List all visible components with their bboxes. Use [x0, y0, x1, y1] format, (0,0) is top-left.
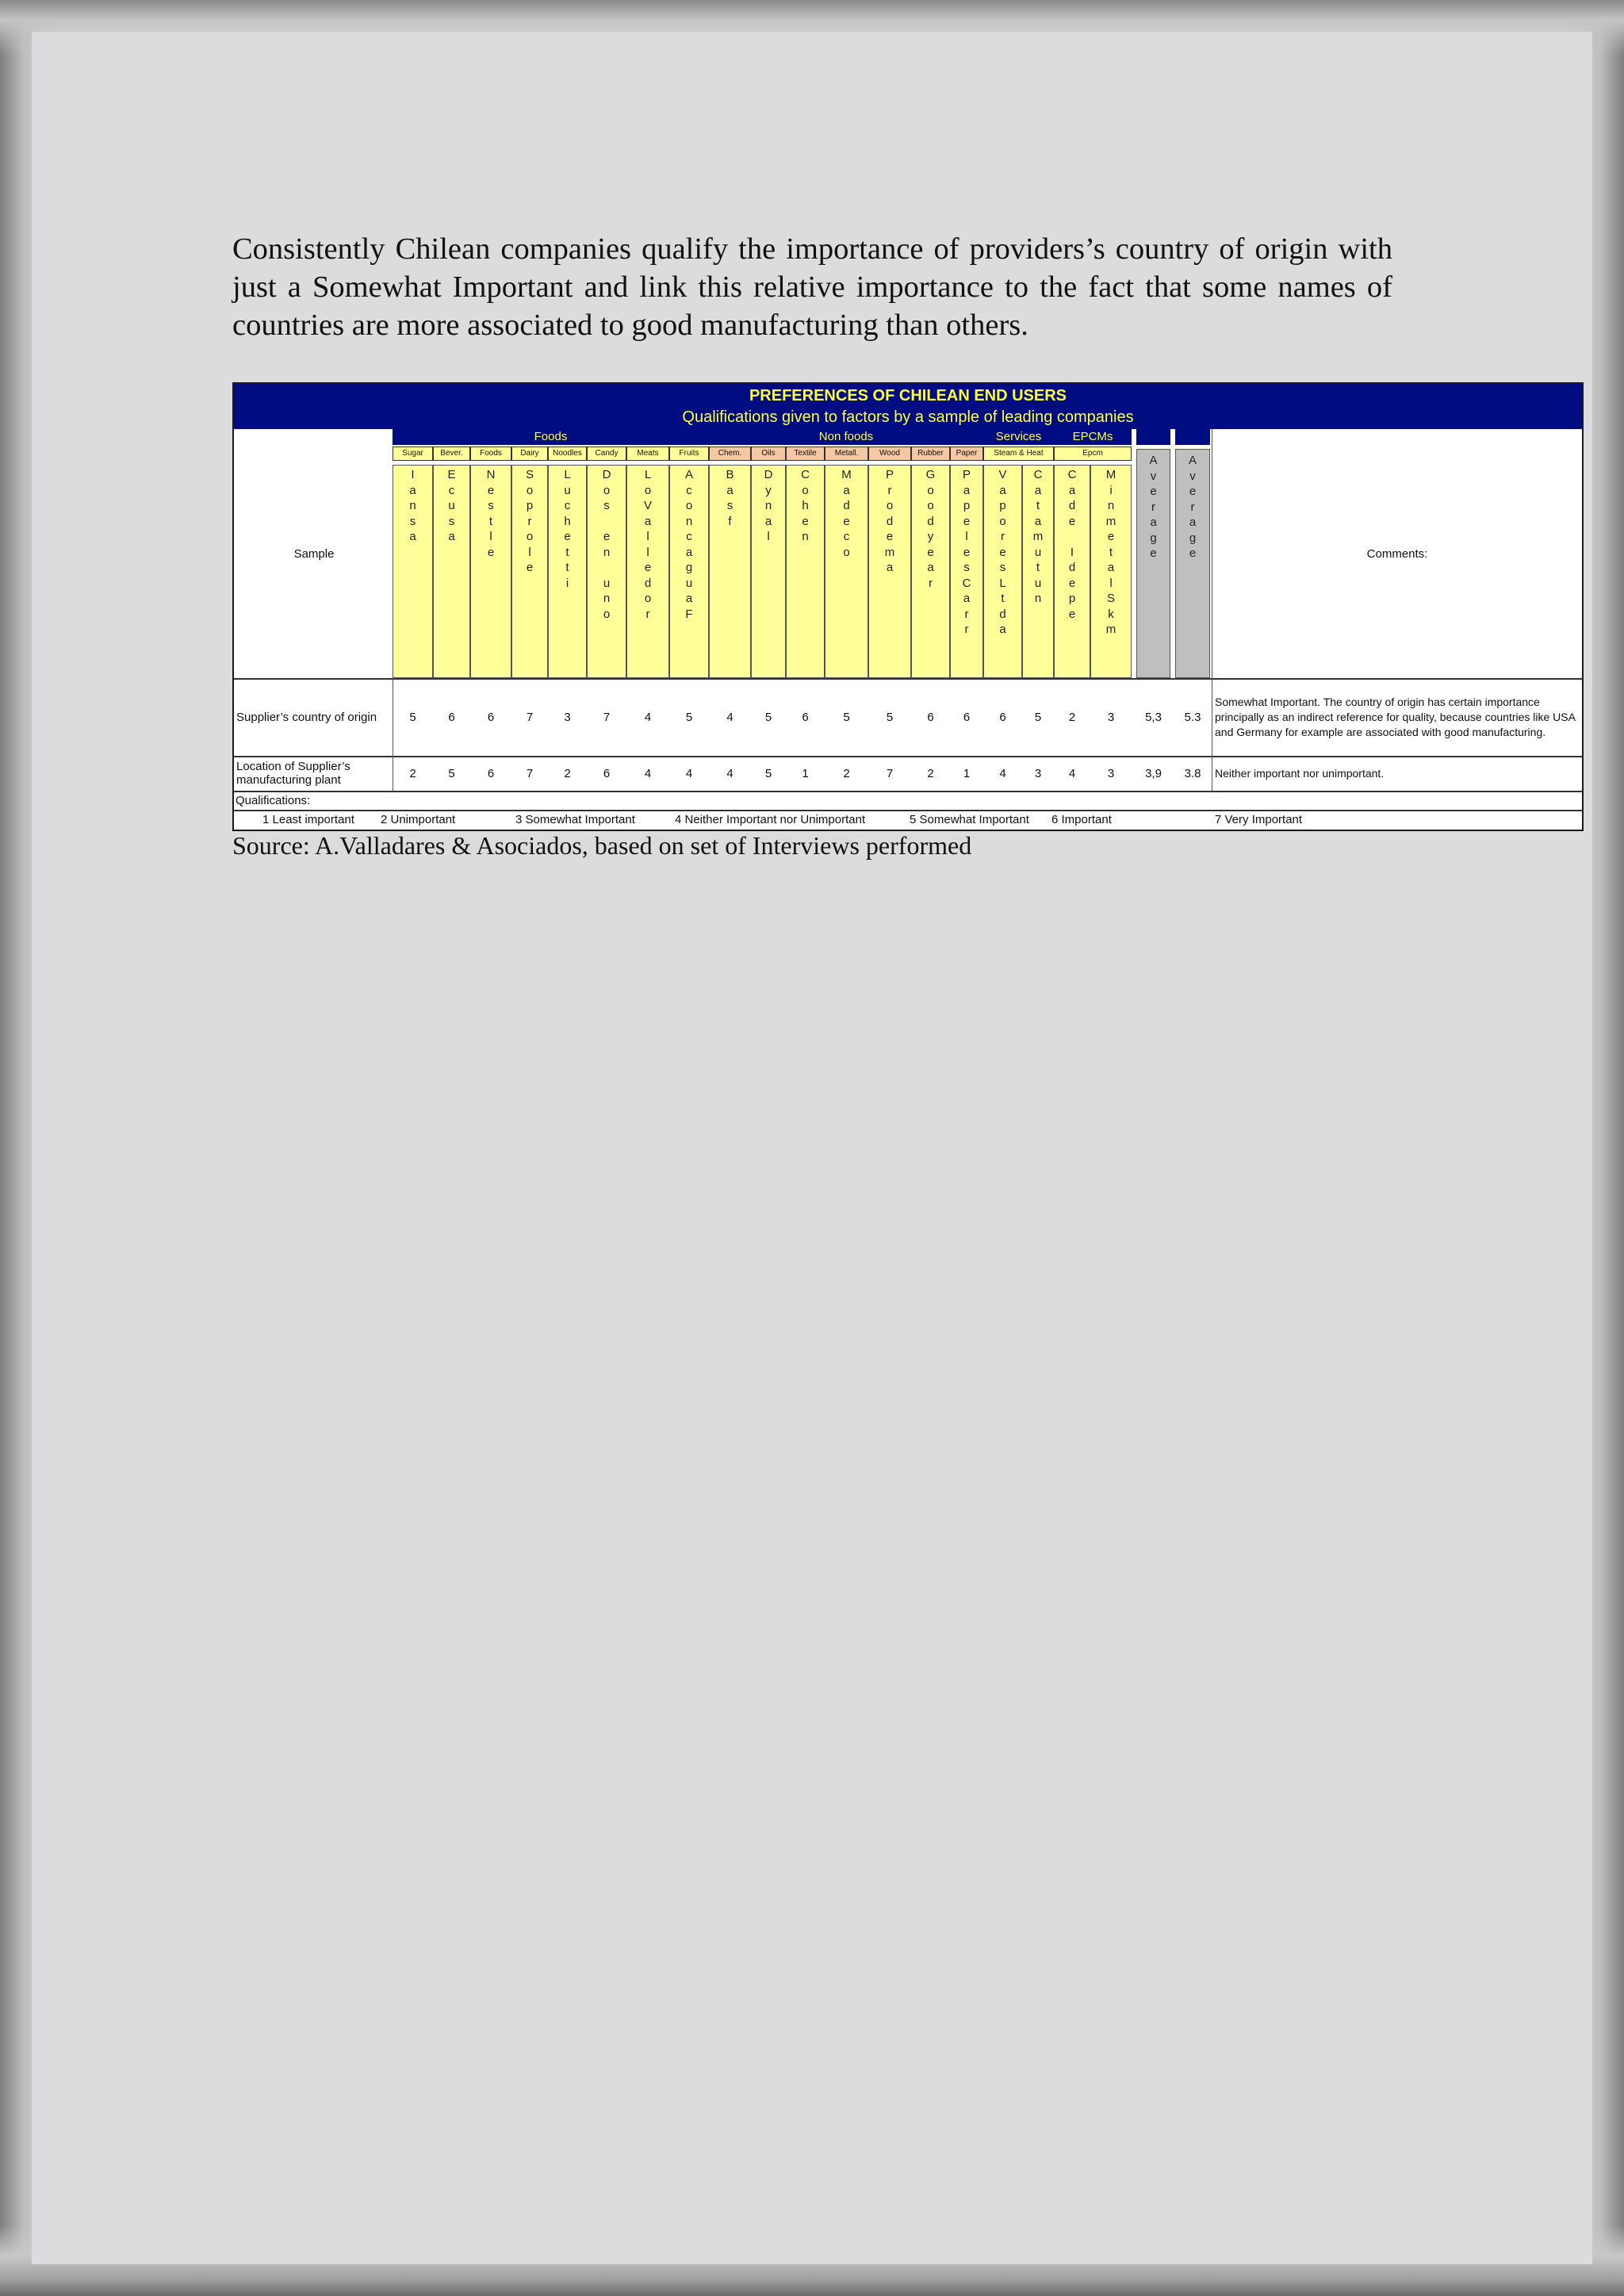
table-cell: 7 [526, 766, 534, 780]
table-cell: 4 [999, 766, 1006, 780]
company-name: A c o n c a g u a F [669, 465, 709, 678]
row-comment: Neither important nor unimportant. [1215, 766, 1385, 780]
table-cell: 2 [409, 766, 416, 780]
table-cell: 3 [1034, 766, 1042, 780]
table-cell: 4 [726, 766, 733, 780]
row-separator [234, 810, 1582, 811]
company-name: S o p r o l e [511, 465, 548, 678]
group-header-epcms: EPCMs [1054, 429, 1132, 445]
table-cell: 4 [726, 710, 733, 724]
table-cell: 2 [927, 766, 934, 780]
company-name: G o o d y e a r [911, 465, 950, 678]
industry-label: Sugar [393, 447, 433, 461]
qualification-item: 4 Neither Important nor Unimportant [675, 813, 866, 826]
industry-label: Fruits [669, 447, 709, 461]
intro-paragraph: Consistently Chilean companies qualify the importance of providers’s country of origin with just a Somewhat Important and link this relative importance to the fact that some names of countries are more associated to good manufacturing than others. [232, 232, 1392, 342]
row-average-1: 3,9 [1145, 766, 1162, 780]
table-cell: 4 [644, 710, 652, 724]
table-cell: 5 [886, 710, 894, 724]
industry-label: Steam & Heat [983, 447, 1054, 461]
table-cell: 2 [843, 766, 850, 780]
company-name: D y n a l [751, 465, 786, 678]
table-cell: 4 [685, 766, 693, 780]
qualification-item: 6 Important [1051, 813, 1112, 826]
row-average-2: 3.8 [1184, 766, 1201, 780]
company-name: D o s e n u n o [587, 465, 626, 678]
table-cell: 5 [1034, 710, 1042, 724]
company-name: M a d e c o [825, 465, 868, 678]
table-cell: 5 [409, 710, 416, 724]
table-cell: 5 [764, 710, 772, 724]
industry-label: Metall. [825, 447, 868, 461]
average-column-2: A v e r a g e [1175, 449, 1210, 678]
row-separator [234, 791, 1582, 792]
sample-label: Sample [293, 546, 335, 561]
company-name: I a n s a [393, 465, 433, 678]
industry-label: Textile [786, 447, 825, 461]
qualifications-label: Qualifications: [236, 793, 311, 807]
company-name: L u c h e t t i [548, 465, 587, 678]
table-cell: 4 [1068, 766, 1076, 780]
table-cell: 6 [448, 710, 455, 724]
industry-label: Rubber [911, 447, 950, 461]
company-name: E c u s a [433, 465, 470, 678]
industry-label: Wood [868, 447, 911, 461]
table-cell: 6 [999, 710, 1006, 724]
company-name: V a p o r e s L t d a [983, 465, 1022, 678]
preferences-table [232, 382, 1584, 831]
company-name: M i n m e t a l S k m [1090, 465, 1132, 678]
company-name: P a p e l e s C a r r [950, 465, 983, 678]
qualification-item: 1 Least important [262, 813, 354, 826]
industry-label: Oils [751, 447, 786, 461]
industry-label: Noodles [548, 447, 587, 461]
table-header [234, 384, 1582, 429]
company-name: C o h e n [786, 465, 825, 678]
table-cell: 1 [963, 766, 971, 780]
row-average-1: 5,3 [1145, 710, 1162, 724]
qualification-item: 7 Very Important [1215, 813, 1303, 826]
table-cell: 7 [886, 766, 894, 780]
table-title: PREFERENCES OF CHILEAN END USERS [749, 387, 1067, 404]
company-name: B a s f [709, 465, 751, 678]
qualification-item: 3 Somewhat Important [515, 813, 635, 826]
table-cell: 6 [963, 710, 971, 724]
table-cell: 6 [603, 766, 611, 780]
industry-label: Candy [587, 447, 626, 461]
table-cell: 5 [764, 766, 772, 780]
industry-label: Bever. [433, 447, 470, 461]
group-header-services: Services [983, 429, 1054, 445]
comments-label: Comments: [1212, 429, 1582, 678]
industry-label: Epcm [1054, 447, 1132, 461]
company-name: C a t a m u t u n [1022, 465, 1054, 678]
table-cell: 5 [685, 710, 693, 724]
table-cell: 3 [1107, 766, 1115, 780]
group-header-non-foods: Non foods [709, 429, 983, 445]
document-page [32, 32, 1592, 2264]
row-label: Location of Supplier’s manufacturing plant [236, 760, 350, 787]
table-cell: 6 [802, 710, 809, 724]
table-subtitle: Qualifications given to factors by a sample of leading companies [682, 408, 1134, 426]
table-cell: 6 [487, 766, 495, 780]
table-cell: 5 [843, 710, 850, 724]
company-name: C a d e I d e p e [1054, 465, 1090, 678]
company-name: N e s t l e [470, 465, 511, 678]
company-name: P r o d e m a [868, 465, 911, 678]
table-cell: 3 [1107, 710, 1115, 724]
company-name: L o V a l l e d o r [626, 465, 669, 678]
industry-label: Meats [626, 447, 669, 461]
table-cell: 2 [1068, 710, 1076, 724]
table-cell: 2 [564, 766, 571, 780]
average-header-band-1 [1136, 429, 1170, 445]
average-column-1: A v e r a g e [1136, 449, 1170, 678]
industry-label: Dairy [511, 447, 548, 461]
row-comment: Somewhat Important. The country of origin has certain importance principally as an indirect reference for quality, because countries like USA and Germany for example are associated with good manufacturing. [1215, 695, 1576, 738]
row-average-2: 5.3 [1184, 710, 1201, 724]
group-header-foods: Foods [393, 429, 709, 445]
table-cell: 5 [448, 766, 455, 780]
table-cell: 7 [526, 710, 534, 724]
table-cell: 6 [487, 710, 495, 724]
average-header-band-2 [1175, 429, 1210, 445]
table-cell: 3 [564, 710, 571, 724]
qualification-item: 5 Somewhat Important [910, 813, 1029, 826]
industry-label: Chem. [709, 447, 751, 461]
table-cell: 1 [802, 766, 809, 780]
table-cell: 6 [927, 710, 934, 724]
industry-label: Foods [470, 447, 511, 461]
row-label: Supplier’s country of origin [236, 710, 377, 724]
table-cell: 4 [644, 766, 652, 780]
qualification-item: 2 Unimportant [381, 813, 456, 826]
table-cell: 7 [603, 710, 611, 724]
industry-label: Paper [950, 447, 983, 461]
source-note: Source: A.Valladares & Asociados, based on set of Interviews performed [232, 831, 972, 860]
